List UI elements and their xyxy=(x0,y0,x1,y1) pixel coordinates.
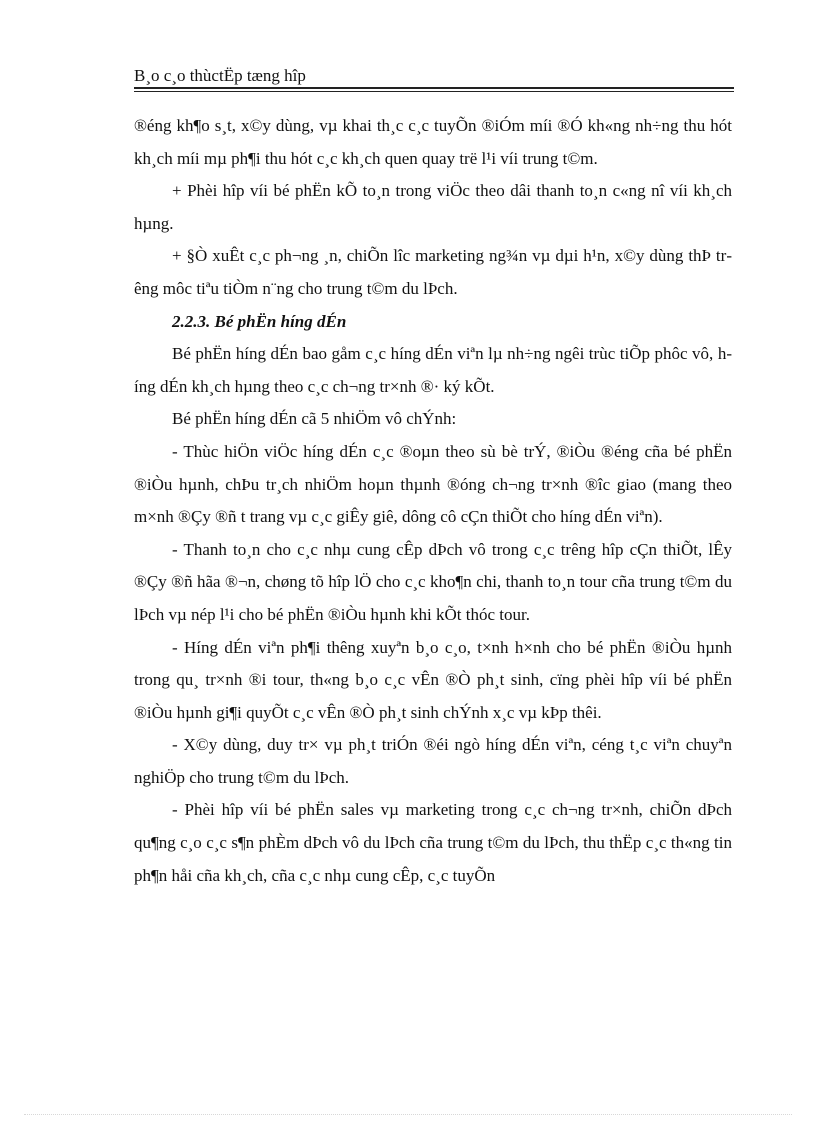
page-bottom-rule xyxy=(24,1114,792,1115)
paragraph-marketing-strategy: + §Ò xuÊt c¸c ph¬ng ¸n, chiÕn lîc marketing ng¾n vµ dµi h¹n, x©y dùng thÞ trêng môc tiªu tiÒm n¨ng cho trung t©m du lÞch. xyxy=(134,246,732,298)
header-rule-thick xyxy=(134,87,734,89)
paragraph-guide-duties: Bé phËn híng dÉn cã 5 nhiÖm vô chÝnh: xyxy=(172,409,457,429)
body-text xyxy=(134,110,732,892)
list-item: - Thùc hiÖn viÖc híng dÉn c¸c ®oµn theo sù bè trÝ, ®iÒu ®éng cña bé phËn ®iÒu hµnh, chÞu tr¸ch nhiÖm hoµn thµnh ®óng ch¬ng tr×nh ®îc giao (mang theo m×nh ®Çy ®ñ t trang vµ c¸c giÊy giê, dông cô cÇn thiÕt cho híng dÉn viªn). xyxy=(134,441,732,527)
paragraph-continuation: ®éng kh¶o s¸t, x©y dùng, vµ khai th¸c c¸c tuyÕn ®iÓm míi ®Ó kh«ng nh÷ng thu hót kh¸ch míi mµ ph¶i thu hót c¸c kh¸ch quen quay trë l¹i víi trung t©m. xyxy=(134,116,732,168)
section-heading: 2.2.3. Bé phËn híng dÉn xyxy=(172,311,347,331)
list-item: - Híng dÉn viªn ph¶i thêng xuyªn b¸o c¸o, t×nh h×nh cho bé phËn ®iÒu hµnh trong qu¸ tr×nh ®i tour, th«ng b¸o c¸c vÊn ®Ò ph¸t sinh, cïng phèi hîp víi bé phËn ®iÒu hµnh gi¶i quyÕt c¸c vÊn ®Ò ph¸t sinh chÝnh x¸c vµ kÞp thêi. xyxy=(134,637,732,722)
list-item: - Phèi hîp víi bé phËn sales vµ marketing trong c¸c ch¬ng tr×nh, chiÕn dÞch qu¶ng c¸o c¸c s¶n phÈm dÞch vô du lÞch cña trung t©m du lÞch, thu thËp c¸c th«ng tin ph¶n håi cña kh¸ch, cña c¸c nhµ cung cÊp, c¸c tuyÕn xyxy=(134,800,732,885)
running-header: B¸o c¸o thùctËp tæng hîp xyxy=(134,66,306,85)
paragraph-guide-intro: Bé phËn híng dÉn bao gåm c¸c híng dÉn viªn lµ nh÷ng ngêi trùc tiÕp phôc vô, híng dÉn kh¸ch hµng theo c¸c ch¬ng tr×nh ®· ký kÕt. xyxy=(134,344,732,396)
paragraph-accounting: + Phèi hîp víi bé phËn kÕ to¸n trong viÖc theo dâi thanh to¸n c«ng nî víi kh¸ch hµng. xyxy=(134,181,732,233)
list-item: - Thanh to¸n cho c¸c nhµ cung cÊp dÞch vô trong c¸c trêng hîp cÇn thiÕt, lÊy ®Çy ®ñ hãa ®¬n, chøng tõ hîp lÖ cho c¸c kho¶n chi, thanh to¸n tour cña trung t©m du lÞch vµ nép l¹i cho bé phËn ®iÒu hµnh khi kÕt thóc tour. xyxy=(134,539,732,624)
list-item: - X©y dùng, duy tr× vµ ph¸t triÓn ®éi ngò híng dÉn viªn, céng t¸c viªn chuyªn nghiÖp cho trung t©m du lÞch. xyxy=(134,735,732,787)
header-rule-thin xyxy=(134,91,734,92)
